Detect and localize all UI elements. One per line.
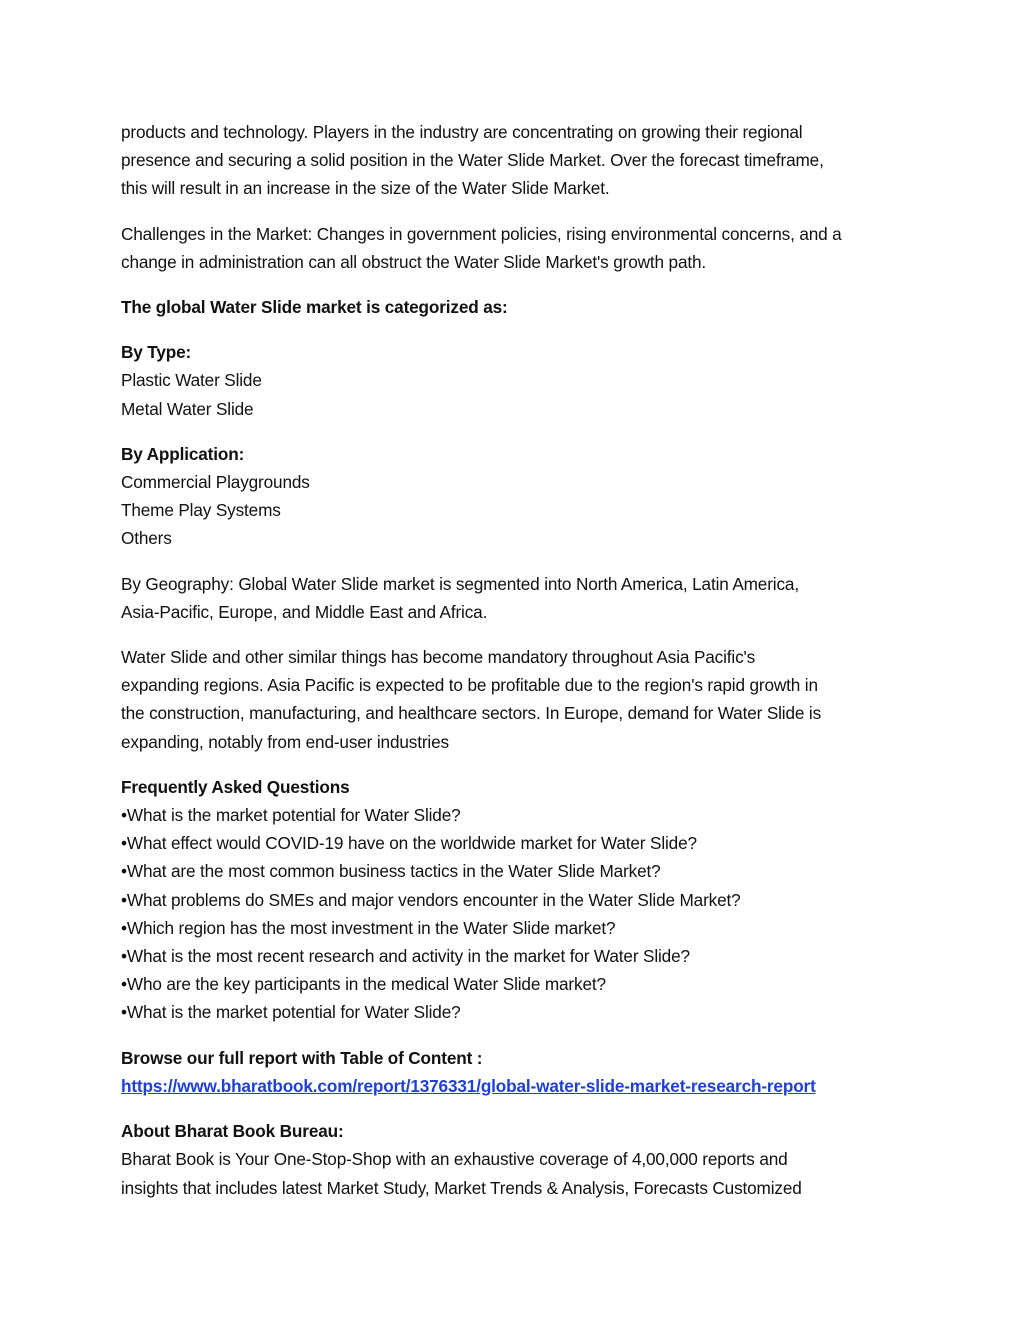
- text-line: the construction, manufacturing, and healthcare sectors. In Europe, demand for Water Slide is: [121, 703, 822, 724]
- by-application-section: [121, 440, 911, 553]
- faq-section: [121, 773, 911, 1027]
- faq-item: •What are the most common business tactics in the Water Slide Market?: [121, 861, 661, 882]
- regional-paragraph: [121, 643, 911, 756]
- faq-item: •Who are the key participants in the medical Water Slide market?: [121, 974, 606, 995]
- faq-item: •What is the most recent research and activity in the market for Water Slide?: [121, 946, 690, 967]
- text-line: By Geography: Global Water Slide market is segmented into North America, Latin America,: [121, 573, 799, 594]
- text-line: Asia-Pacific, Europe, and Middle East and Africa.: [121, 601, 488, 622]
- about-heading: About Bharat Book Bureau:: [121, 1121, 344, 1142]
- categorized-heading: The global Water Slide market is categorized as:: [121, 297, 508, 318]
- text-line: presence and securing a solid position in the Water Slide Market. Over the forecast timeframe,: [121, 150, 824, 171]
- browse-heading: Browse our full report with Table of Content :: [121, 1047, 483, 1068]
- categorized-heading-block: [121, 293, 911, 321]
- text-line: Bharat Book is Your One-Stop-Shop with an exhaustive coverage of 4,00,000 reports and: [121, 1149, 788, 1170]
- challenges-paragraph: [121, 220, 911, 276]
- faq-heading: Frequently Asked Questions: [121, 776, 350, 797]
- list-item: Theme Play Systems: [121, 500, 281, 521]
- by-type-section: [121, 338, 911, 423]
- text-line: Challenges in the Market: Changes in government policies, rising environmental concerns, and a: [121, 223, 842, 244]
- geography-paragraph: [121, 570, 911, 626]
- faq-item: •What is the market potential for Water Slide?: [121, 805, 461, 826]
- faq-item: •What is the market potential for Water Slide?: [121, 1002, 461, 1023]
- list-item: Plastic Water Slide: [121, 370, 262, 391]
- faq-item: •What effect would COVID-19 have on the worldwide market for Water Slide?: [121, 833, 697, 854]
- text-line: expanding regions. Asia Pacific is expected to be profitable due to the region's rapid growth in: [121, 675, 818, 696]
- faq-item: •What problems do SMEs and major vendors encounter in the Water Slide Market?: [121, 889, 741, 910]
- text-line: Water Slide and other similar things has become mandatory throughout Asia Pacific's: [121, 647, 756, 668]
- about-section: [121, 1117, 911, 1202]
- list-item: Commercial Playgrounds: [121, 472, 310, 493]
- text-line: this will result in an increase in the size of the Water Slide Market.: [121, 178, 610, 199]
- by-type-heading: By Type:: [121, 342, 192, 363]
- list-item: Metal Water Slide: [121, 398, 254, 419]
- report-link[interactable]: https://www.bharatbook.com/report/1376331/global-water-slide-market-research-report: [121, 1075, 816, 1096]
- intro-paragraph: [121, 118, 911, 203]
- by-application-heading: By Application:: [121, 443, 245, 464]
- faq-item: •Which region has the most investment in the Water Slide market?: [121, 917, 616, 938]
- text-line: expanding, notably from end-user industries: [121, 731, 449, 752]
- document-page: [121, 118, 911, 1219]
- text-line: insights that includes latest Market Study, Market Trends & Analysis, Forecasts Customized: [121, 1177, 802, 1198]
- text-line: products and technology. Players in the industry are concentrating on growing their regional: [121, 122, 803, 142]
- browse-section: [121, 1044, 911, 1100]
- text-line: change in administration can all obstruct the Water Slide Market's growth path.: [121, 251, 707, 272]
- list-item: Others: [121, 528, 172, 549]
